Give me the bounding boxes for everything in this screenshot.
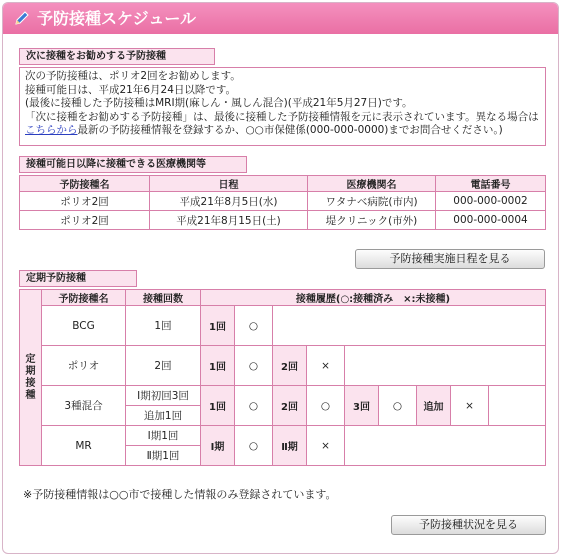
clinic-section-label: 接種可能日以降に接種できる医療機関等: [19, 156, 247, 173]
dose-count: Ⅰ期初回3回: [126, 386, 201, 406]
vaccine-cell: ポリオ2回: [20, 211, 150, 230]
recommend-line-3: (最後に接種した予防接種はMRⅠ期(麻しん・風しん混合)(平成21年5月27日)です。: [25, 97, 413, 109]
vaccine-name: BCG: [42, 306, 126, 346]
table-header-row: [20, 176, 546, 192]
dose-label: 2回: [273, 346, 307, 386]
dose-count: 追加1回: [126, 406, 201, 426]
dose-label: 2回: [273, 386, 307, 426]
dose-mark: ○: [235, 386, 273, 426]
vaccine-name: ポリオ: [42, 346, 126, 386]
table-row: [20, 192, 546, 211]
table-row-mr: [20, 426, 546, 446]
dose-label: 1回: [201, 386, 235, 426]
column-header: 電話番号: [436, 176, 546, 192]
title-bar: [3, 3, 558, 34]
vaccine-name: 3種混合: [42, 386, 126, 426]
column-header: 予防接種名: [42, 290, 126, 306]
dose-mark: ×: [307, 346, 345, 386]
recommendation-box: [19, 67, 546, 146]
dose-count: 1回: [126, 306, 201, 346]
dose-mark: ×: [451, 386, 489, 426]
table-row-bcg: [20, 306, 546, 346]
date-cell: 平成21年8月5日(水): [150, 192, 308, 211]
clinic-cell: 堤クリニック(市外): [308, 211, 436, 230]
dose-mark: ×: [307, 426, 345, 466]
phone-cell: 000-000-0002: [436, 192, 546, 211]
view-schedule-button[interactable]: 予防接種実施日程を見る: [355, 249, 545, 269]
dose-label: 1回: [201, 346, 235, 386]
dose-label: 追加: [417, 386, 451, 426]
dose-count: Ⅱ期1回: [126, 446, 201, 466]
date-cell: 平成21年8月15日(土): [150, 211, 308, 230]
phone-cell: 000-000-0004: [436, 211, 546, 230]
dose-label: 3回: [345, 386, 379, 426]
dose-label: Ⅰ期: [201, 426, 235, 466]
dose-count: Ⅰ期1回: [126, 426, 201, 446]
recommend-line-4: 「次に接種をお勧めする予防接種」は、最後に接種した予防接種情報を元に表示されています。異なる場合はこちらから最新の予防接種情報を登録するか、○○市保健係(000-000-0000)までお問合せください。): [25, 110, 539, 136]
clinic-cell: ワタナベ病院(市内): [308, 192, 436, 211]
dose-mark: ○: [235, 426, 273, 466]
dose-mark: ○: [235, 346, 273, 386]
recommend-section-label: 次に接種をお勧めする予防接種: [19, 48, 215, 65]
regular-section-label: 定期予防接種: [19, 270, 137, 287]
column-header: 日程: [150, 176, 308, 192]
vaccine-cell: ポリオ2回: [20, 192, 150, 211]
dose-mark: ○: [307, 386, 345, 426]
regular-vaccination-table: [19, 289, 546, 466]
table-row: [20, 211, 546, 230]
clinic-table: [19, 175, 546, 230]
column-header: 医療機関名: [308, 176, 436, 192]
table-row-polio: [20, 346, 546, 386]
dose-label: 1回: [201, 306, 235, 346]
dose-mark: ○: [379, 386, 417, 426]
column-header: 接種回数: [126, 290, 201, 306]
view-status-button[interactable]: 予防接種状況を見る: [391, 515, 546, 535]
recommend-line-1: 次の予防接種は、ポリオ2回をお勧めします。: [25, 70, 241, 82]
column-header: 接種履歴(○:接種済み ×:未接種): [201, 290, 546, 306]
pencil-icon: [13, 9, 31, 27]
column-header: 予防接種名: [20, 176, 150, 192]
regular-side-label: 定期接種: [20, 290, 42, 466]
recommend-line-2: 接種可能日は、平成21年6月24日以降です。: [25, 83, 237, 96]
dose-mark: ○: [235, 306, 273, 346]
dose-count: 2回: [126, 346, 201, 386]
footnote: ※予防接種情報は○○市で接種した情報のみ登録されています。: [23, 488, 337, 501]
vaccine-name: MR: [42, 426, 126, 466]
table-header-row: [20, 290, 546, 306]
dose-label: Ⅱ期: [273, 426, 307, 466]
table-row-dpt: [20, 386, 546, 406]
page-title: 予防接種スケジュール: [37, 9, 197, 28]
register-link[interactable]: こちらから: [25, 124, 78, 136]
